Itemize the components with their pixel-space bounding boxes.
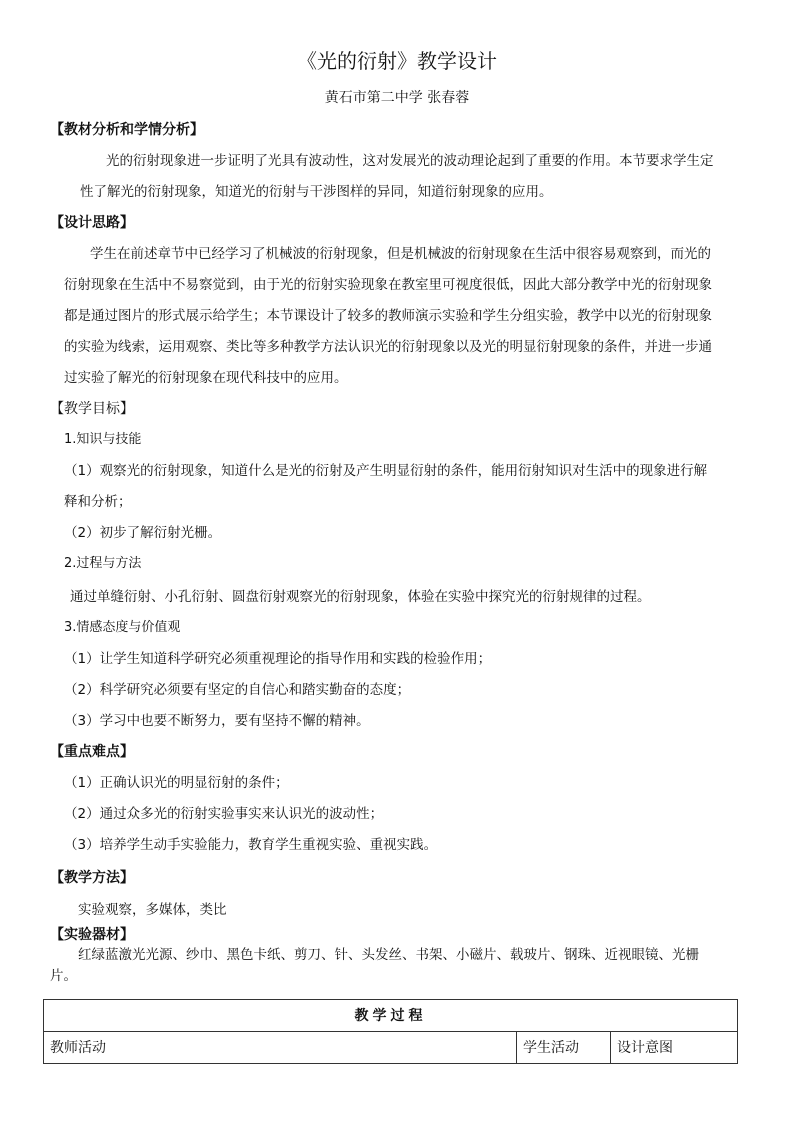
column-student-activity: 学生活动 <box>517 1032 611 1064</box>
design-line-4: 的实验为线索，运用观察、类比等多种教学方法认识光的衍射现象以及光的明显衍射现象的条件，并进一步通 <box>64 339 712 355</box>
section-heading-methods: 【教学方法】 <box>50 870 134 886</box>
section-heading-design: 【设计思路】 <box>50 215 134 231</box>
section-heading-analysis: 【教材分析和学情分析】 <box>50 122 204 138</box>
goals-process-item-1: 通过单缝衍射、小孔衍射、圆盘衍射观察光的衍射现象，体验在实验中探究光的衍射规律的过程。 <box>70 589 651 605</box>
column-teacher-activity: 教师活动 <box>44 1032 517 1064</box>
document-title: 《光的衍射》教学设计 <box>297 49 497 73</box>
goals-emotion-item-2: （2）科学研究必须要有坚定的自信心和踏实勤奋的态度； <box>64 682 411 698</box>
equipment-line-2: 片。 <box>50 968 77 984</box>
table-header-row <box>44 1032 738 1064</box>
goals-knowledge-title: 1.知识与技能 <box>64 432 142 447</box>
goals-knowledge-item-2: （2）初步了解衍射光栅。 <box>64 525 222 541</box>
section-heading-goals: 【教学目标】 <box>50 401 134 417</box>
column-design-intent: 设计意图 <box>611 1032 738 1064</box>
equipment-line-1: 红绿蓝激光光源、纱巾、黑色卡纸、剪刀、针、头发丝、书架、小磁片、载玻片、钢珠、近视眼镜、光栅 <box>78 947 699 963</box>
goals-emotion-item-1: （1）让学生知道科学研究必须重视理论的指导作用和实践的检验作用； <box>64 651 492 667</box>
goals-emotion-item-3: （3）学习中也要不断努力，要有坚持不懈的精神。 <box>64 713 370 729</box>
design-line-2: 衍射现象在生活中不易察觉到，由于光的衍射实验现象在教室里可视度很低，因此大部分教学中光的衍射现象 <box>64 277 712 293</box>
goals-emotion-title: 3.情感态度与价值观 <box>64 620 181 635</box>
key-point-item-3: （3）培养学生动手实验能力，教育学生重视实验、重视实践。 <box>64 837 438 853</box>
teaching-process-table <box>43 999 738 1064</box>
key-point-item-1: （1）正确认识光的明显衍射的条件； <box>64 775 289 791</box>
author-line: 黄石市第二中学 张春蓉 <box>324 90 470 106</box>
table-title: 教学过程 <box>44 1000 738 1032</box>
key-point-item-2: （2）通过众多光的衍射实验事实来认识光的波动性； <box>64 806 384 822</box>
analysis-line-1: 光的衍射现象进一步证明了光具有波动性，这对发展光的波动理论起到了重要的作用。本节要求学生定 <box>106 153 714 169</box>
design-line-3: 都是通过图片的形式展示给学生；本节课设计了较多的教师演示实验和学生分组实验，教学中以光的衍射现象 <box>64 308 712 324</box>
analysis-line-2: 性了解光的衍射现象，知道光的衍射与干涉图样的异同，知道衍射现象的应用。 <box>80 184 553 200</box>
goals-knowledge-item-1-cont: 释和分析； <box>64 494 132 510</box>
section-heading-key-points: 【重点难点】 <box>50 744 134 760</box>
design-line-5: 过实验了解光的衍射现象在现代科技中的应用。 <box>64 370 348 386</box>
goals-process-title: 2.过程与方法 <box>64 556 142 571</box>
section-heading-equipment: 【实验器材】 <box>50 927 134 943</box>
methods-text: 实验观察，多媒体，类比 <box>78 902 227 918</box>
goals-knowledge-item-1: （1）观察光的衍射现象，知道什么是光的衍射及产生明显衍射的条件，能用衍射知识对生活中的现象进行解 <box>64 463 708 479</box>
design-line-1: 学生在前述章节中已经学习了机械波的衍射现象，但是机械波的衍射现象在生活中很容易观察到，而光的 <box>90 246 711 262</box>
table-title-row <box>44 1000 738 1032</box>
